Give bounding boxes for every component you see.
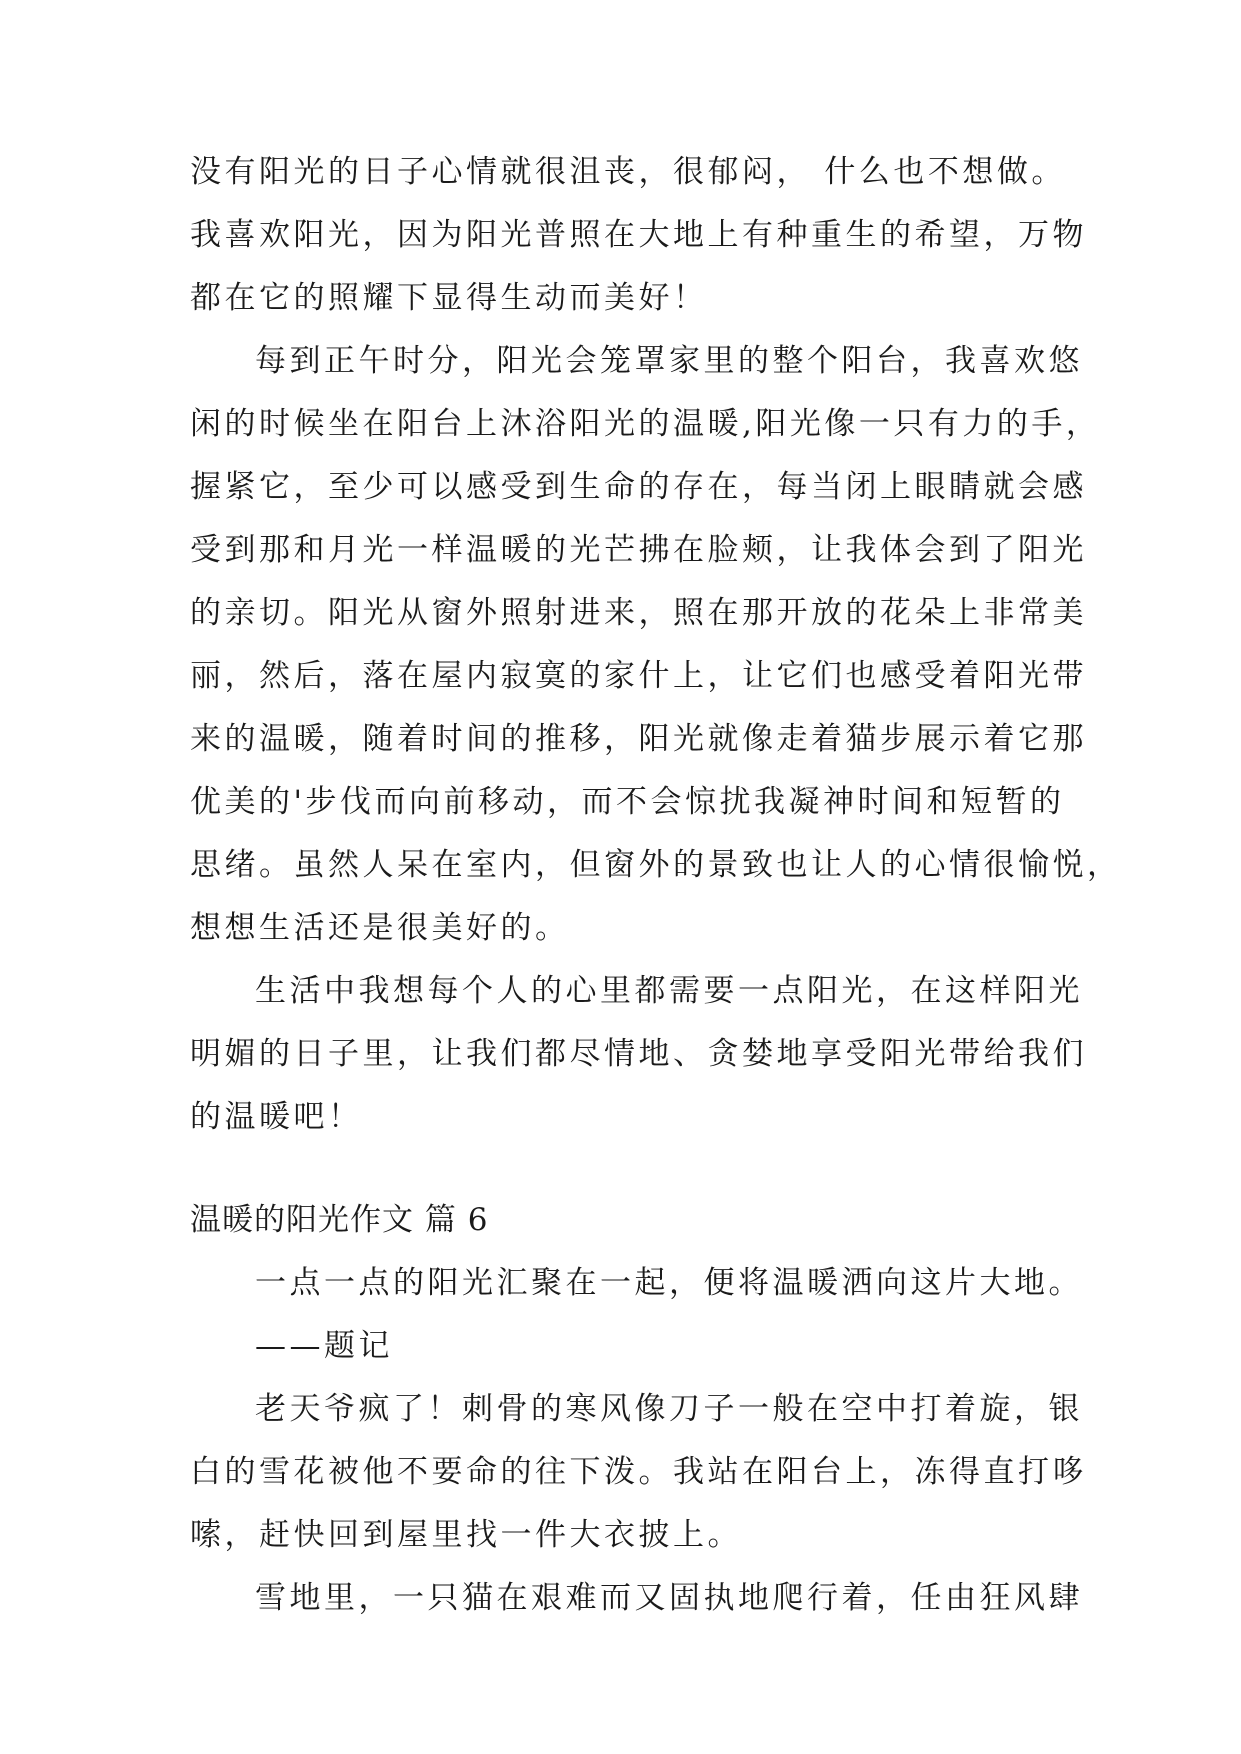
text-line: 的温暖吧！ bbox=[190, 1099, 363, 1135]
epigraph-attribution: ——题记 bbox=[255, 1328, 393, 1364]
epigraph-line: 一点一点的阳光汇聚在一起，便将温暖洒向这片大地。 bbox=[255, 1265, 1083, 1301]
text-line: 明媚的日子里，让我们都尽情地、贪婪地享受阳光带给我们 bbox=[190, 1036, 1087, 1072]
paragraph-start-line: 雪地里，一只猫在艰难而又固执地爬行着，任由狂风肆 bbox=[255, 1580, 1083, 1616]
paragraph-start-line: 老天爷疯了！刺骨的寒风像刀子一般在空中打着旋，银 bbox=[255, 1391, 1083, 1427]
text-line: 来的温暖，随着时间的推移，阳光就像走着猫步展示着它那 bbox=[190, 721, 1087, 757]
text-line: 握紧它，至少可以感受到生命的存在，每当闭上眼睛就会感 bbox=[190, 469, 1087, 505]
section-heading: 温暖的阳光作文 篇 6 bbox=[190, 1202, 489, 1238]
text-line: 受到那和月光一样温暖的光芒拂在脸颊，让我体会到了阳光 bbox=[190, 532, 1087, 568]
text-line: 闲的时候坐在阳台上沐浴阳光的温暖,阳光像一只有力的手， bbox=[190, 406, 1101, 442]
text-line: 白的雪花被他不要命的往下泼。我站在阳台上，冻得直打哆 bbox=[190, 1454, 1087, 1490]
text-line: 丽，然后，落在屋内寂寞的家什上，让它们也感受着阳光带 bbox=[190, 658, 1087, 694]
text-line: 我喜欢阳光，因为阳光普照在大地上有种重生的希望，万物 bbox=[190, 217, 1087, 253]
text-line: 优美的'步伐而向前移动，而不会惊扰我凝神时间和短暂的 bbox=[190, 784, 1065, 820]
text-line: 思绪。虽然人呆在室内，但窗外的景致也让人的心情很愉悦， bbox=[190, 847, 1122, 883]
paragraph-start-line: 每到正午时分，阳光会笼罩家里的整个阳台，我喜欢悠 bbox=[255, 343, 1083, 379]
text-line: 想想生活还是很美好的。 bbox=[190, 910, 570, 946]
text-line: 的亲切。阳光从窗外照射进来，照在那开放的花朵上非常美 bbox=[190, 595, 1087, 631]
text-line: 嗦，赶快回到屋里找一件大衣披上。 bbox=[190, 1517, 742, 1553]
paragraph-start-line: 生活中我想每个人的心里都需要一点阳光，在这样阳光 bbox=[255, 973, 1083, 1009]
text-line: 没有阳光的日子心情就很沮丧，很郁闷， 什么也不想做。 bbox=[190, 154, 1066, 190]
text-line: 都在它的照耀下显得生动而美好！ bbox=[190, 280, 708, 316]
